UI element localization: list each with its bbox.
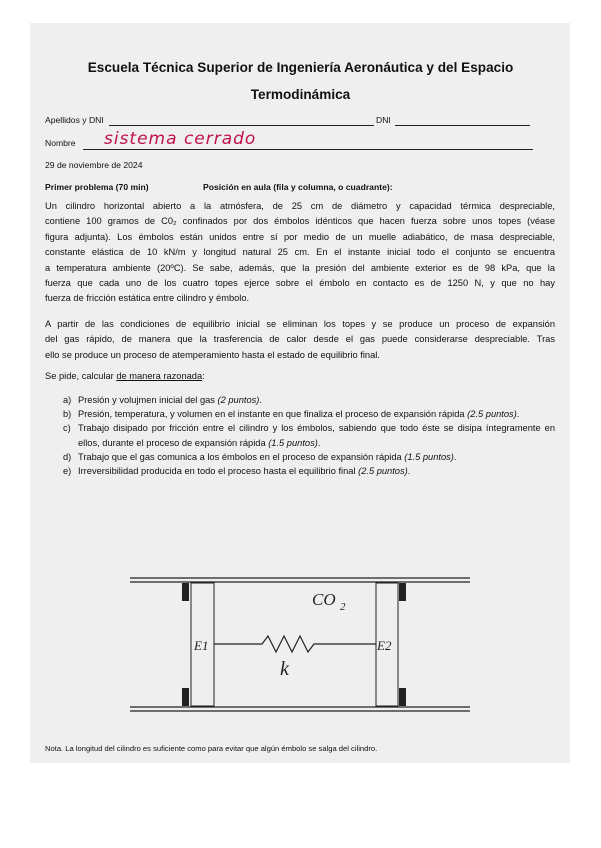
text-line: a temperatura ambiente (20ºC). Se sabe, además, que la presión del ambiente exterior es de 98 kPa, que la — [45, 262, 555, 273]
text-line: del gas rápido, de manera que la trasferencia de calor desde el gas puede considerarse despreciable. Tras — [45, 334, 555, 345]
text-line: ello se produce un proceso de atemperamiento hasta el estado de equilibrio final. — [45, 349, 380, 360]
school-title: Escuela Técnica Superior de Ingeniería Aeronáutica y del Espacio — [87, 60, 514, 75]
item-text: Presión y volujmen inicial del gas — [78, 395, 218, 405]
cylinder-figure — [120, 568, 480, 718]
item-text: Trabajo que el gas comunica a los émbolos en el proceso de expansión rápida — [78, 451, 405, 462]
subject-title: Termodinámica — [250, 87, 351, 102]
item-points: (2.5 puntos) — [467, 409, 517, 420]
request-suffix: : — [202, 371, 205, 381]
item-label: c) — [63, 423, 71, 434]
question-list — [63, 393, 555, 478]
item-text: Irreversibilidad producida en todo el proceso hasta el equilibrio final — [78, 466, 359, 477]
text-line: fuerza que cada uno de los cuatro topes ejerce sobre el émbolo en contacto es de 1250 N, y que no hay — [45, 278, 555, 289]
text-line: Un cilindro horizontal abierto a la atmósfera, de 25 cm de diámetro y capacidad térmica despreciable, — [45, 201, 555, 211]
item-label: b) — [63, 409, 72, 420]
item-end: . — [259, 395, 262, 405]
stop-bottom-left — [182, 688, 189, 706]
stop-bottom-right — [399, 688, 406, 706]
list-item — [63, 407, 570, 421]
item-end: . — [516, 409, 520, 420]
gas-label: CO — [312, 590, 336, 609]
item-label: e) — [63, 466, 72, 477]
text-line: contiene 100 gramos de C0₂ confinados por dos émbolos idénticos que hacen fuerza sobre unos topes (véase — [45, 216, 555, 227]
item-points: (2 puntos) — [217, 395, 260, 405]
list-item — [63, 464, 555, 478]
spring — [214, 636, 376, 652]
text-line: constante elástica de 10 kN/m y longitud natural 25 cm. En el instante inicial todo el conjunto se encuentra — [45, 247, 555, 258]
gas-subscript: 2 — [340, 601, 346, 613]
item-text: Trabajo disipado por fricción entre el cilindro y los émbolos, sabiendo que todo éste se disipa íntegramente en ellos, durante el proceso de expansión rápida — [78, 423, 555, 448]
stop-top-right — [399, 583, 406, 601]
stop-top-left — [182, 583, 189, 601]
text-line: A partir de las condiciones de equilibrio inicial se eliminan los topes y se produce un proceso de expansión — [45, 319, 555, 329]
item-points: (1.5 puntos) — [268, 437, 318, 448]
text-line: fuerza de fricción estática entre cilindro y émbolo. — [45, 293, 250, 304]
item-points: (2.5 puntos) — [358, 466, 408, 477]
statement-paragraph-2 — [45, 317, 555, 363]
list-item — [63, 393, 555, 407]
statement-paragraph-1 — [45, 199, 555, 307]
text-line: figura adjunta). Los émbolos están unidos entre sí por medio de un muelle adiabático, de masa despreciable, — [45, 231, 555, 242]
item-end: . — [453, 451, 457, 462]
apellidos-label: Apellidos y DNI — [45, 115, 104, 125]
footnote: Nota. La longitud del cilindro es suficiente como para evitar que algún émbolo se salga del cilindro. — [45, 744, 378, 753]
request-line — [45, 369, 555, 384]
apellidos-field-line — [109, 125, 374, 126]
item-points: (1.5 puntos) — [404, 451, 454, 462]
nombre-field-line — [83, 149, 533, 150]
request-underlined: de manera razonada — [116, 371, 203, 381]
item-end: . — [407, 466, 411, 477]
request-prefix: Se pide, calcular — [45, 371, 117, 381]
item-label: d) — [63, 451, 72, 462]
dni-field-line — [395, 125, 530, 126]
nombre-label: Nombre — [45, 138, 76, 148]
list-item — [63, 450, 555, 464]
piston-e1-label: E1 — [194, 638, 209, 653]
dni-label: DNI — [376, 115, 391, 125]
item-label: a) — [63, 395, 72, 405]
item-end: . — [317, 437, 321, 448]
exam-date: 29 de noviembre de 2024 — [45, 160, 143, 170]
nombre-handwritten-value: sistema cerrado — [104, 129, 257, 149]
list-item — [63, 421, 555, 449]
item-text: Presión, temperatura, y volumen en el instante en que finaliza el proceso de expansión rápida — [78, 409, 468, 420]
problem-title: Primer problema (70 min) — [45, 182, 149, 192]
spring-label: k — [280, 658, 289, 680]
position-label: Posición en aula (fila y columna, o cuadrante): — [203, 182, 393, 192]
piston-e2-label: E2 — [377, 638, 392, 653]
